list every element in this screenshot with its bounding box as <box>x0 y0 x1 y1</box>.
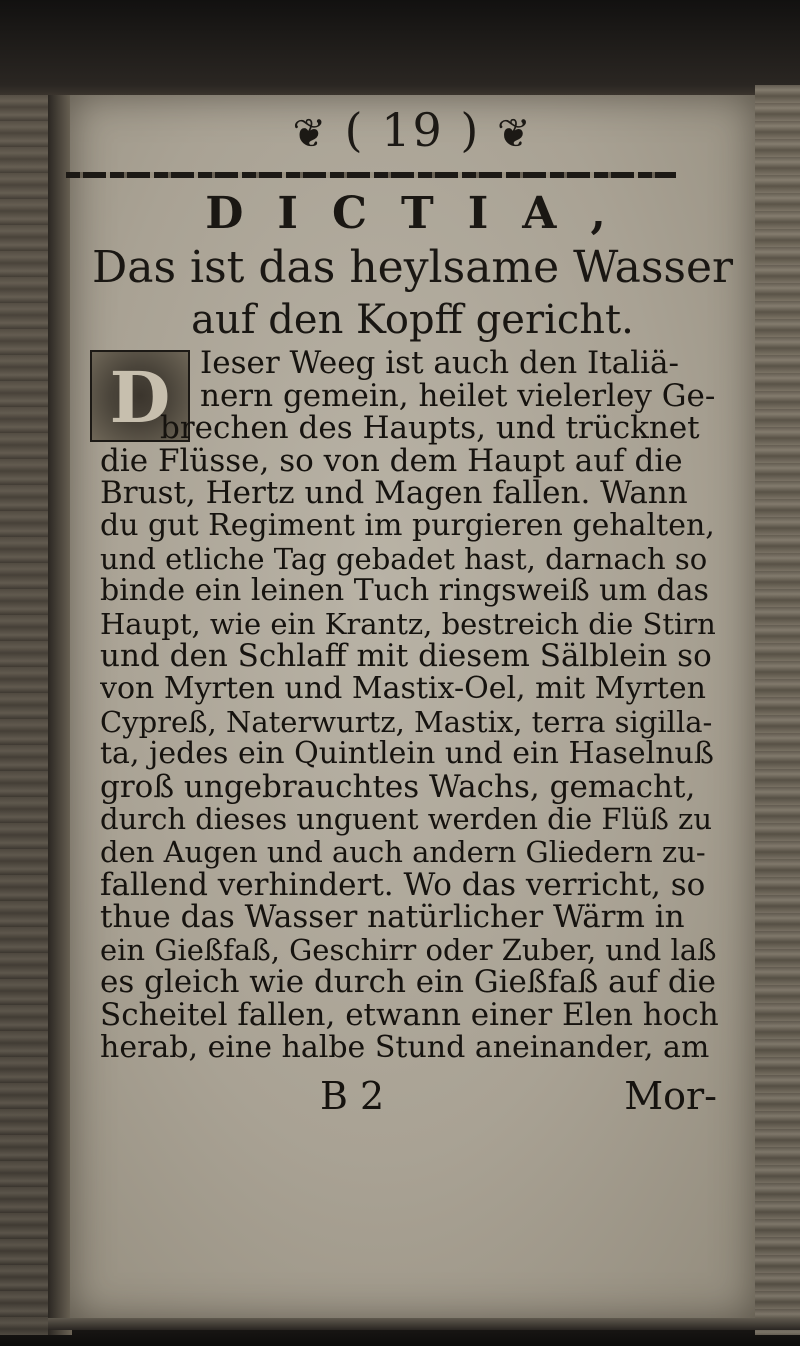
text-line: ta, jedes ein Quintlein und ein Haselnuß <box>100 737 714 772</box>
text-line: thue das Wasser natürlicher Wärm in <box>100 900 685 935</box>
bottom-page-edge <box>48 1318 800 1330</box>
text-line: und den Schlaff mit diesem Sälblein so <box>100 639 712 674</box>
subtitle-line-2: auf den Kopff gericht. <box>191 297 634 343</box>
text-line: durch dieses unguent werden die Flüß zu <box>100 802 713 837</box>
page-footer <box>70 1072 755 1120</box>
fleuron-left-icon: ❦ <box>292 111 329 157</box>
text-line: Brust, Hertz und Magen fallen. Wann <box>100 476 688 511</box>
page-number-line <box>70 100 755 164</box>
text-line: nern gemein, heilet vielerley Ge- <box>200 378 716 413</box>
text-line: den Augen und auch andern Gliedern zu- <box>100 835 706 869</box>
fleuron-right-icon: ❦ <box>496 111 533 157</box>
signature-mark: B 2 <box>320 1074 385 1118</box>
section-heading: DICTIA, <box>205 188 640 239</box>
text-line: Haupt, wie ein Krantz, bestreich die Stirn <box>100 606 716 641</box>
gutter-shadow <box>48 95 72 1335</box>
text-line: binde ein leinen Tuch ringsweiß um das <box>100 574 709 609</box>
page-header <box>70 100 755 160</box>
text-line: du gut Regiment im purgieren gehalten, <box>100 509 715 543</box>
text-line: es gleich wie durch ein Gießfaß auf die <box>100 965 716 1000</box>
text-line: von Myrten und Mastix-Oel, mit Myrten <box>100 672 706 706</box>
text-line: und etliche Tag gebadet hast, darnach so <box>100 541 708 576</box>
text-line: Scheitel fallen, etwann einer Elen hoch <box>100 998 719 1032</box>
text-line: Ieser Weeg ist auch den Italiä- <box>200 346 679 380</box>
text-line: brechen des Haupts, und trücknet <box>160 411 700 446</box>
previous-page-edge <box>0 95 48 1335</box>
text-line: ein Gießfaß, Geschirr oder Zuber, und laß <box>100 932 717 967</box>
text-line: herab, eine halbe Stund aneinander, am <box>100 1030 710 1065</box>
initial-letter: D <box>109 356 171 439</box>
right-page-edge <box>755 85 800 1335</box>
page-number: ( 19 ) <box>344 103 481 157</box>
header-rule <box>66 172 676 178</box>
text-line: Cypreß, Naterwurtz, Mastix, terra sigilla- <box>100 704 713 739</box>
text-line: die Flüsse, so von dem Haupt auf die <box>100 443 683 478</box>
catchword: Mor- <box>624 1074 717 1118</box>
subtitle-line-1: Das ist das heylsame Wasser <box>91 242 734 293</box>
text-line: groß ungebrauchtes Wachs, gemacht, <box>100 769 696 804</box>
text-line: fallend verhindert. Wo das verricht, so <box>100 867 706 902</box>
